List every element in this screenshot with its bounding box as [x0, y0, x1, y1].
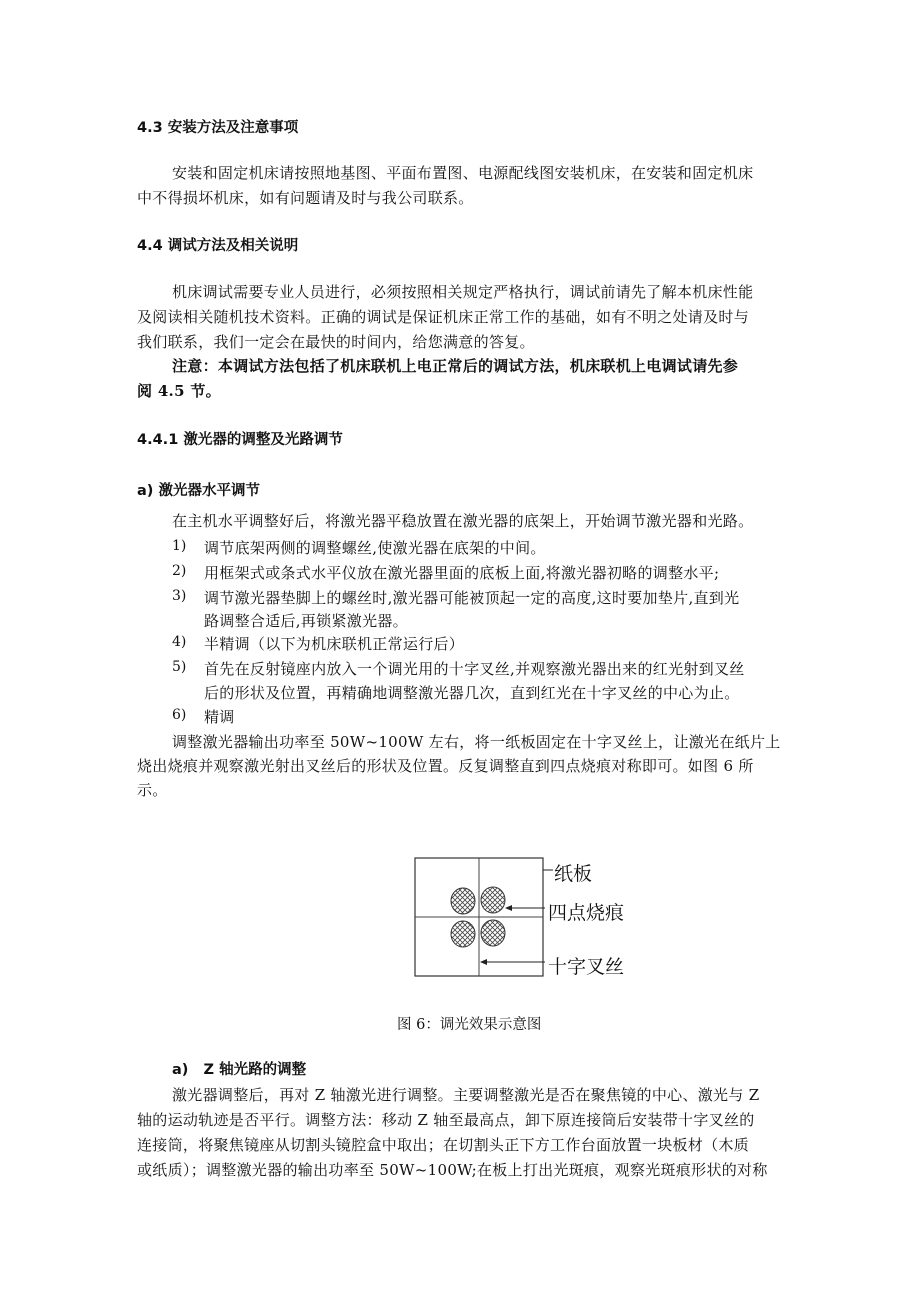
paragraph-line: 安装和固定机床请按照地基图、平面布置图、电源配线图安装机床，在安装和固定机床 [172, 164, 754, 182]
paragraph-line: 中不得损坏机床，如有问题请及时与我公司联系。 [137, 189, 474, 207]
paragraph-line: 连接筒，将聚焦镜座从切割头镜腔盒中取出；在切割头正下方工作台面放置一块板材（木质 [137, 1136, 750, 1154]
list-item: 用框架式或条式水平仪放在激光器里面的底板上面,将激光器初略的调整水平; [204, 564, 720, 582]
section-4-4-heading: 4.4 调试方法及相关说明 [137, 238, 299, 254]
figure-label-cardboard: 纸板 [554, 863, 593, 885]
leader-arrowhead [480, 959, 487, 965]
paragraph-line: 示。 [137, 781, 168, 799]
paragraph-line: 激光器调整后，再对 Z 轴激光进行调整。主要调整激光是否在聚焦镜的中心、激光与 Z [172, 1086, 760, 1104]
leader-arrowhead [505, 905, 512, 911]
list-item: 调节底架两侧的调整螺丝,使激光器在底架的中间。 [204, 539, 546, 557]
list-item: 精调 [204, 708, 235, 726]
section-4-3-heading: 4.3 安装方法及注意事项 [137, 120, 299, 136]
list-item: 路调整合适后,再锁紧激光器。 [204, 612, 408, 630]
list-number: 2) [172, 563, 187, 579]
paragraph-line: 轴的运动轨迹是否平行。调整方法：移动 Z 轴至最高点，卸下原连接筒后安装带十字叉丝的 [137, 1111, 755, 1129]
list-number: 1) [172, 538, 187, 554]
list-item: 调节激光器垫脚上的螺丝时,激光器可能被顶起一定的高度,这时要加垫片,直到光 [204, 589, 740, 607]
list-number: 6) [172, 707, 187, 723]
figure-caption: 图 6：调光效果示意图 [397, 1017, 542, 1033]
paragraph-line: 调整激光器输出功率至 50W~100W 左右，将一纸板固定在十字叉丝上，让激光在纸片上 [172, 733, 781, 751]
burn-mark [481, 920, 505, 946]
section-4-4-1-heading: 4.4.1 激光器的调整及光路调节 [137, 432, 343, 448]
note-line: 注意：本调试方法包括了机床联机上电正常后的调试方法，机床联机上电调试请先参 [172, 357, 739, 375]
paragraph-line: 机床调试需要专业人员进行，必须按照相关规定严格执行，调试前请先了解本机床性能 [172, 283, 754, 301]
list-number: 5) [172, 659, 187, 675]
burn-mark [481, 887, 505, 913]
paragraph-line: 我们联系，我们一定会在最快的时间内，给您满意的答复。 [137, 333, 535, 351]
note-line: 阅 4.5 节。 [137, 382, 221, 400]
list-number: 3) [172, 588, 187, 604]
burn-mark [451, 888, 475, 914]
list-item: 半精调（以下为机床联机正常运行后） [204, 635, 465, 653]
paragraph-line: 及阅读相关随机技术资料。正确的调试是保证机床正常工作的基础，如有不明之处请及时与 [137, 308, 750, 326]
figure-label-burn-marks: 四点烧痕 [548, 902, 625, 924]
list-number: 4) [172, 634, 187, 650]
figure-label-crosshair: 十字叉丝 [548, 956, 625, 978]
subsection-z-axis-heading: a) Z 轴光路的调整 [172, 1062, 307, 1078]
list-item: 后的形状及位置，再精确地调整激光器几次，直到红光在十字叉丝的中心为止。 [204, 684, 740, 702]
paragraph-line: 烧出烧痕并观察激光射出叉丝后的形状及位置。反复调整直到四点烧痕对称即可。如图 6 所 [137, 757, 754, 775]
list-item: 首先在反射镜座内放入一个调光用的十字叉丝,并观察激光器出来的红光射到叉丝 [204, 660, 745, 678]
burn-mark [451, 921, 475, 947]
paragraph-line: 或纸质）；调整激光器的输出功率至 50W~100W;在板上打出光斑痕，观察光斑痕形状的对称 [137, 1161, 768, 1179]
light-adjustment-figure [405, 850, 665, 985]
subsection-a-heading: a) 激光器水平调节 [137, 483, 260, 499]
paragraph-line: 在主机水平调整好后，将激光器平稳放置在激光器的底架上，开始调节激光器和光路。 [172, 512, 754, 530]
